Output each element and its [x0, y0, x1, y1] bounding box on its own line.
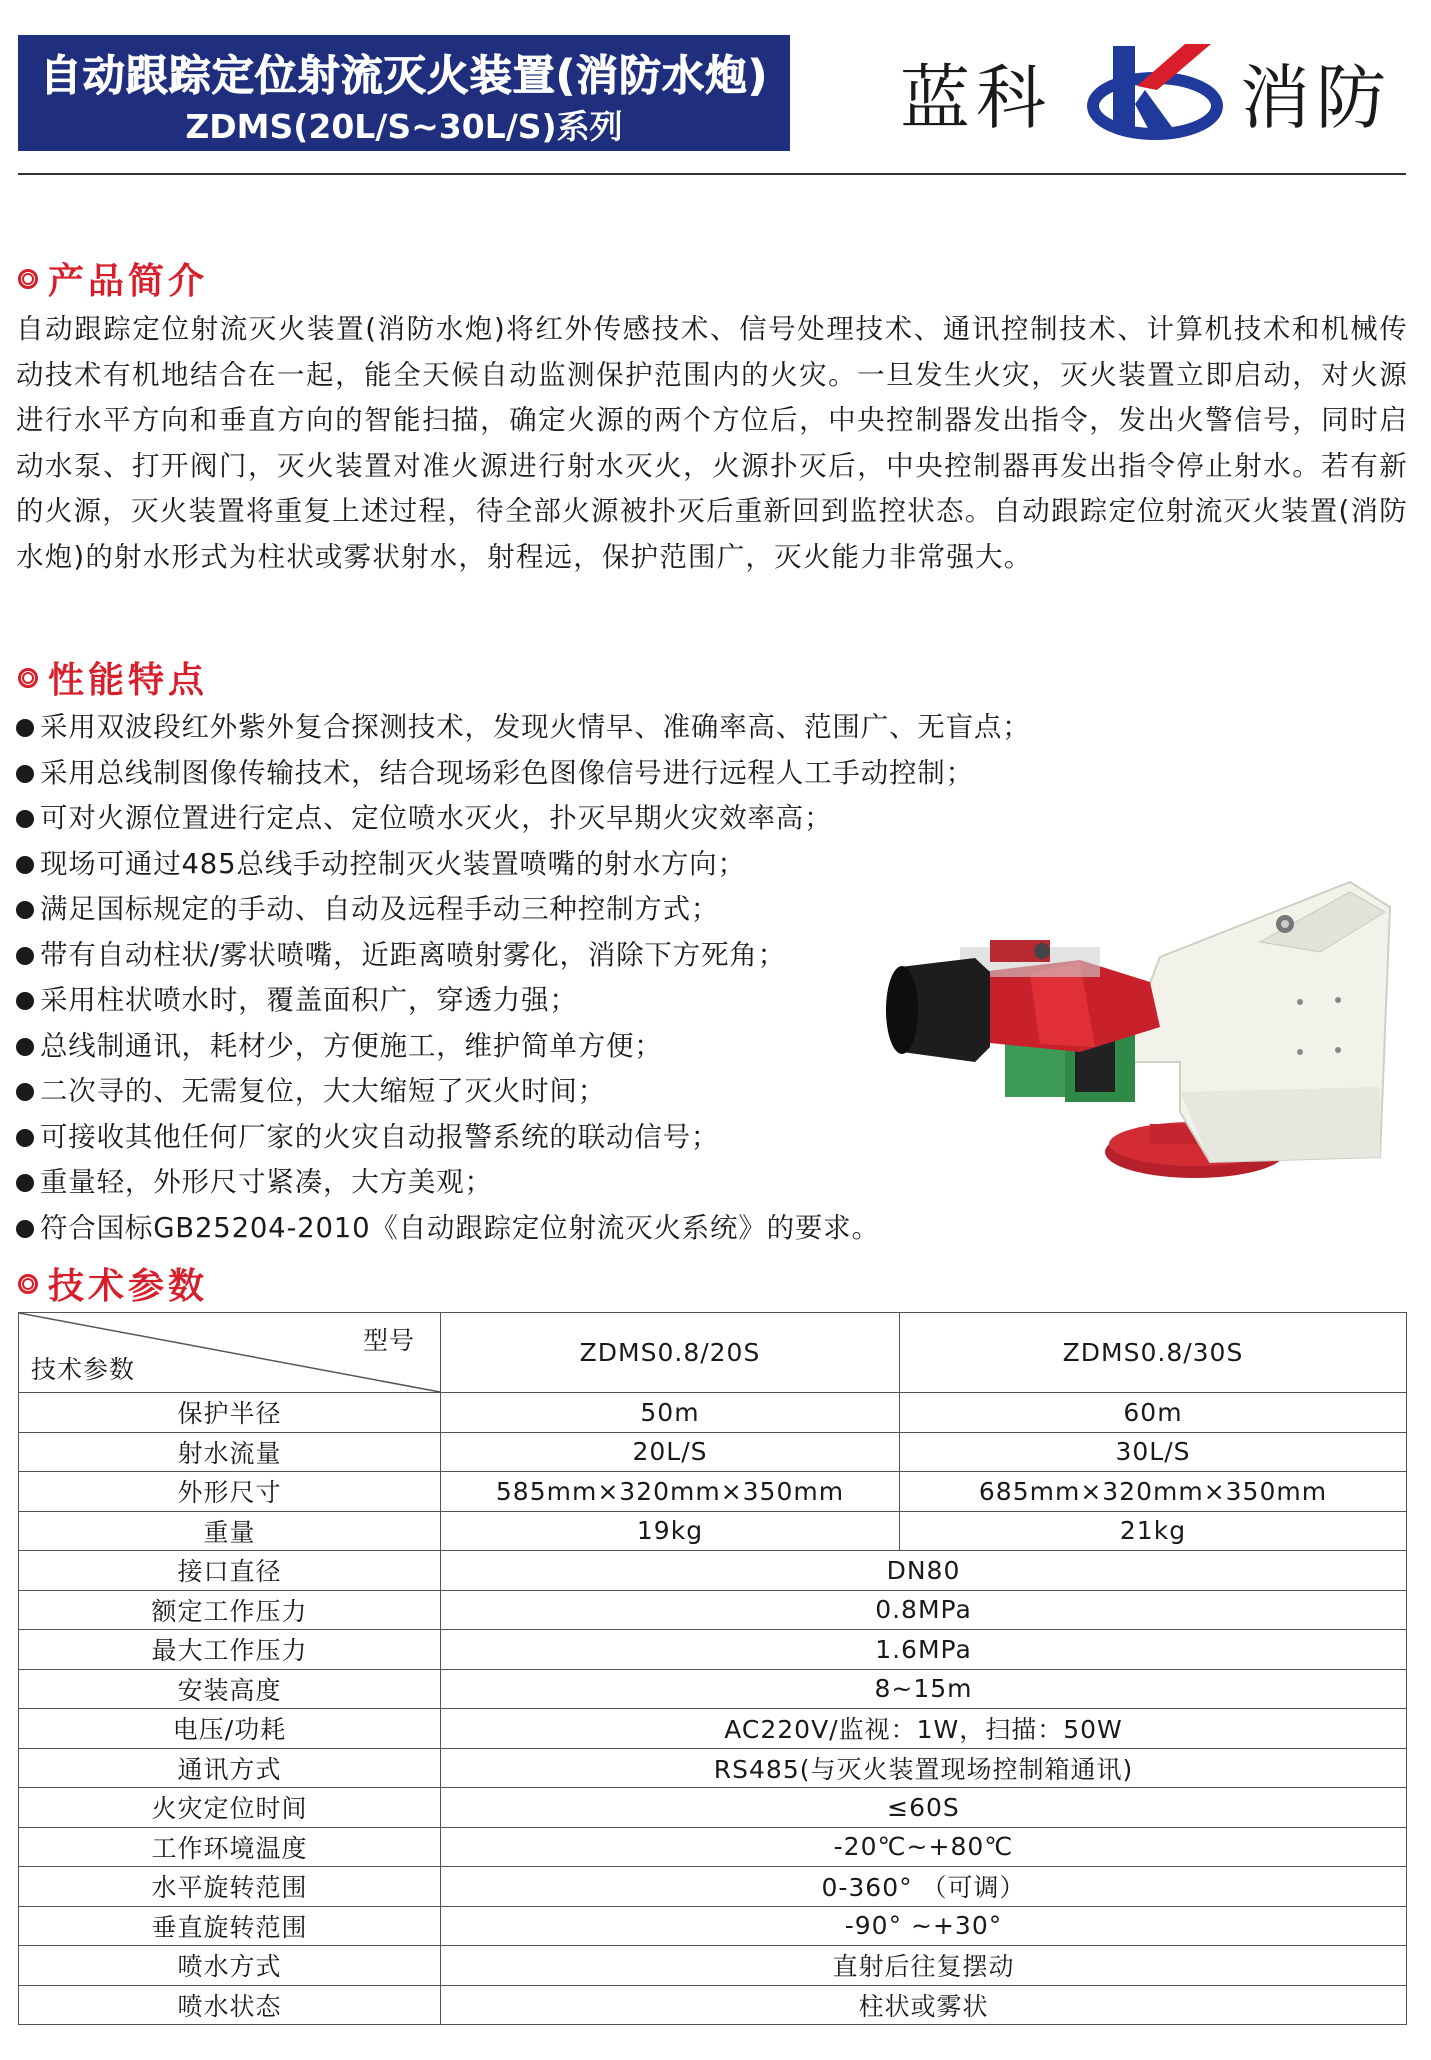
list-item: 符合国标GB25204-2010《自动跟踪定位射流灭火系统》的要求。: [16, 1206, 1031, 1252]
param-label: 通讯方式: [19, 1748, 441, 1788]
list-item: 总线制通讯，耗材少，方便施工，维护简单方便；: [16, 1024, 1031, 1070]
list-item: 可接收其他任何厂家的火灾自动报警系统的联动信号；: [16, 1115, 1031, 1161]
param-value: 直射后往复摆动: [441, 1946, 1407, 1986]
param-value: RS485(与灭火装置现场控制箱通讯): [441, 1748, 1407, 1788]
table-row: [19, 1946, 1407, 1986]
table-row: [19, 1511, 1407, 1551]
table-row: [19, 1748, 1407, 1788]
param-value: 0.8MPa: [441, 1590, 1407, 1630]
brand-name-right: 消防: [1240, 57, 1392, 139]
param-label: 重量: [19, 1511, 441, 1551]
table-row: [19, 1590, 1407, 1630]
param-label: 工作环境温度: [19, 1827, 441, 1867]
param-label: 射水流量: [19, 1432, 441, 1472]
param-value: 8~15m: [441, 1669, 1407, 1709]
table-corner-cell: [19, 1313, 441, 1393]
param-label: 安装高度: [19, 1669, 441, 1709]
param-value: 20L/S: [441, 1432, 900, 1472]
list-item: 现场可通过485总线手动控制灭火装置喷嘴的射水方向；: [16, 842, 1031, 888]
param-value: 1.6MPa: [441, 1630, 1407, 1670]
bullet-icon: [16, 901, 34, 919]
param-value: ≤60S: [441, 1788, 1407, 1828]
section-features-title: 性能特点: [48, 660, 209, 701]
list-item: 二次寻的、无需复位，大大缩短了灭火时间；: [16, 1069, 1031, 1115]
param-label: 喷水状态: [19, 1985, 441, 2025]
param-value: DN80: [441, 1551, 1407, 1591]
section-features-heading: [18, 652, 208, 703]
section-params-heading: [18, 1258, 208, 1309]
table-row: [19, 1669, 1407, 1709]
brand-logo-icon: [1085, 38, 1225, 148]
bullet-icon: [16, 992, 34, 1010]
param-label: 接口直径: [19, 1551, 441, 1591]
product-image: [880, 862, 1400, 1187]
list-item: 采用柱状喷水时，覆盖面积广，穿透力强；: [16, 978, 1031, 1024]
param-value: 585mm×320mm×350mm: [441, 1472, 900, 1512]
brand-name-left: 蓝科: [900, 57, 1052, 139]
bullet-icon: [16, 1174, 34, 1192]
param-label: 最大工作压力: [19, 1630, 441, 1670]
table-row: [19, 1906, 1407, 1946]
table-header-row: [19, 1313, 1407, 1393]
page-title: 自动跟踪定位射流灭火装置(消防水炮): [39, 51, 769, 100]
bullet-icon: [16, 947, 34, 965]
bullet-icon: [16, 810, 34, 828]
bullet-icon: [16, 1083, 34, 1101]
corner-label-model: 型号: [362, 1326, 415, 1355]
table-row: [19, 1867, 1407, 1907]
section-params-title: 技术参数: [48, 1266, 209, 1307]
header-divider: [18, 173, 1406, 175]
param-value: -20℃~+80℃: [441, 1827, 1407, 1867]
list-item: 可对火源位置进行定点、定位喷水灭火，扑灭早期火灾效率高；: [16, 796, 1031, 842]
param-label: 额定工作压力: [19, 1590, 441, 1630]
title-banner: [18, 35, 790, 151]
param-value: -90° ~+30°: [441, 1906, 1407, 1946]
table-row: [19, 1788, 1407, 1828]
section-bullet-icon: [18, 668, 38, 688]
bullet-icon: [16, 856, 34, 874]
param-value: 685mm×320mm×350mm: [900, 1472, 1407, 1512]
table-row: [19, 1432, 1407, 1472]
bullet-icon: [16, 719, 34, 737]
page-subtitle: ZDMS(20L/S~30L/S)系列: [185, 107, 623, 146]
table-row: [19, 1393, 1407, 1433]
bullet-icon: [16, 1220, 34, 1238]
list-item: 满足国标规定的手动、自动及远程手动三种控制方式；: [16, 887, 1031, 933]
bullet-icon: [16, 1129, 34, 1147]
bullet-icon: [16, 765, 34, 783]
section-intro-title: 产品简介: [48, 261, 209, 302]
section-bullet-icon: [18, 1274, 38, 1294]
intro-paragraph: 自动跟踪定位射流灭火装置(消防水炮)将红外传感技术、信号处理技术、通讯控制技术、计算机技术和机械传动技术有机地结合在一起，能全天候自动监测保护范围内的火灾。一旦发生火灾，灭火装置立即启动，对火源进行水平方向和垂直方向的智能扫描，确定火源的两个方位后，中央控制器发出指令，发出火警信号，同时启动水泵、打开阀门，灭火装置对准火源进行射水灭火，火源扑灭后，中央控制器再发出指令停止射水。若有新的火源，灭火装置将重复上述过程，待全部火源被扑灭后重新回到监控状态。自动跟踪定位射流灭火装置(消防水炮)的射水形式为柱状或雾状射水，射程远，保护范围广，灭火能力非常强大。: [16, 313, 1408, 573]
section-bullet-icon: [18, 269, 38, 289]
param-label: 喷水方式: [19, 1946, 441, 1986]
param-value: 60m: [900, 1393, 1407, 1433]
param-label: 外形尺寸: [19, 1472, 441, 1512]
model-header-1: ZDMS0.8/20S: [441, 1313, 900, 1393]
table-row: [19, 1709, 1407, 1749]
table-row: [19, 1551, 1407, 1591]
section-intro-heading: [18, 253, 208, 304]
list-item: 带有自动柱状/雾状喷嘴，近距离喷射雾化，消除下方死角；: [16, 933, 1031, 979]
param-value: 19kg: [441, 1511, 900, 1551]
param-label: 电压/功耗: [19, 1709, 441, 1749]
param-label: 水平旋转范围: [19, 1867, 441, 1907]
list-item: 重量轻，外形尺寸紧凑，大方美观；: [16, 1160, 1031, 1206]
param-value: 30L/S: [900, 1432, 1407, 1472]
params-table: [18, 1312, 1407, 2025]
param-value: 柱状或雾状: [441, 1985, 1407, 2025]
model-header-2: ZDMS0.8/30S: [900, 1313, 1407, 1393]
table-row: [19, 1472, 1407, 1512]
table-row: [19, 1827, 1407, 1867]
corner-label-params: 技术参数: [31, 1355, 136, 1384]
list-item: 采用总线制图像传输技术，结合现场彩色图像信号进行远程人工手动控制；: [16, 751, 1031, 797]
table-row: [19, 1630, 1407, 1670]
param-value: 0-360° （可调）: [441, 1867, 1407, 1907]
param-value: AC220V/监视：1W，扫描：50W: [441, 1709, 1407, 1749]
bullet-icon: [16, 1038, 34, 1056]
param-label: 保护半径: [19, 1393, 441, 1433]
param-label: 火灾定位时间: [19, 1788, 441, 1828]
param-value: 50m: [441, 1393, 900, 1433]
features-list: [16, 705, 1031, 1251]
table-row: [19, 1985, 1407, 2025]
param-value: 21kg: [900, 1511, 1407, 1551]
list-item: 采用双波段红外紫外复合探测技术，发现火情早、准确率高、范围广、无盲点；: [16, 705, 1031, 751]
param-label: 垂直旋转范围: [19, 1906, 441, 1946]
